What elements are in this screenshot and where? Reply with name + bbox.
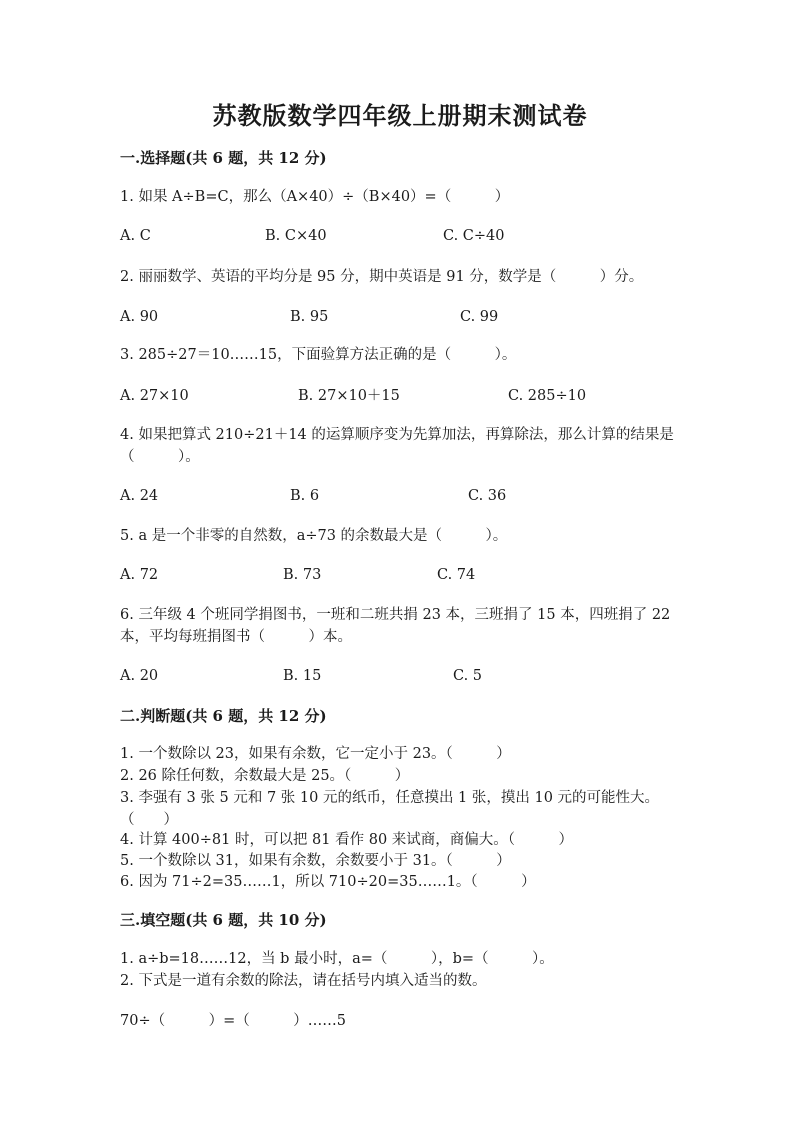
option-c: C. 74: [437, 567, 476, 583]
list-item: 2. 26 除任何数，余数最大是 25。（ ）: [120, 768, 410, 784]
question-stem: 2. 丽丽数学、英语的平均分是 95 分，期中英语是 91 分，数学是（ ）分。: [120, 269, 644, 285]
option-a: A. 24: [120, 488, 159, 504]
question-stem: 3. 285÷27＝10……15，下面验算方法正确的是（ ）。: [120, 347, 517, 363]
list-item: 3. 李强有 3 张 5 元和 7 张 10 元的纸币，任意摸出 1 张，摸出 10 元的可能性大。 （ ）: [120, 790, 681, 828]
list-item: 1. a÷b=18……12，当 b 最小时，a=（ ），b=（ ）。: [120, 951, 554, 967]
option-c: C. 36: [468, 488, 507, 504]
list-item: 1. 一个数除以 23，如果有余数，它一定小于 23。（ ）: [120, 746, 511, 762]
option-a: A. 90: [120, 309, 159, 325]
option-a: A. 20: [120, 668, 159, 684]
option-b: B. 27×10＋15: [298, 388, 400, 404]
option-b: B. C×40: [265, 228, 327, 244]
list-item: 4. 计算 400÷81 时，可以把 81 看作 80 来试商，商偏大。（ ）: [120, 832, 574, 848]
option-c: C. 285÷10: [508, 388, 587, 404]
question-stem: 5. a 是一个非零的自然数，a÷73 的余数最大是（ ）。: [120, 528, 508, 544]
page-title: 苏教版数学四年级上册期末测试卷: [212, 101, 588, 130]
section-heading-choice: 一.选择题(共 6 题，共 12 分): [120, 149, 327, 167]
division-formula: 70÷（ ）=（ ）……5: [120, 1013, 346, 1029]
option-c: C. 99: [460, 309, 499, 325]
section-heading-fill: 三.填空题(共 6 题，共 10 分): [120, 911, 327, 929]
option-b: B. 15: [283, 668, 322, 684]
list-item: 2. 下式是一道有余数的除法，请在括号内填入适当的数。: [120, 973, 487, 989]
option-c: C. 5: [453, 668, 483, 684]
question-stem: 4. 如果把算式 210÷21＋14 的运算顺序变为先算加法，再算除法，那么计算的结果是（ ）。: [120, 427, 674, 465]
option-b: B. 73: [283, 567, 322, 583]
option-b: B. 6: [290, 488, 320, 504]
list-item: 6. 因为 71÷2=35……1，所以 710÷20=35……1。（ ）: [120, 874, 536, 890]
question-stem: 1. 如果 A÷B=C，那么（A×40）÷（B×40）=（ ）: [120, 189, 510, 205]
option-c: C. C÷40: [443, 228, 505, 244]
section-heading-judgment: 二.判断题(共 6 题，共 12 分): [120, 707, 327, 725]
question-stem: 6. 三年级 4 个班同学捐图书，一班和二班共捐 23 本，三班捐了 15 本，四班捐了 22 本，平均每班捐图书（ ）本。: [120, 607, 671, 645]
list-item: 5. 一个数除以 31，如果有余数，余数要小于 31。（ ）: [120, 853, 511, 869]
option-b: B. 95: [290, 309, 329, 325]
option-a: A. C: [120, 228, 151, 244]
option-a: A. 27×10: [120, 388, 189, 404]
option-a: A. 72: [120, 567, 159, 583]
